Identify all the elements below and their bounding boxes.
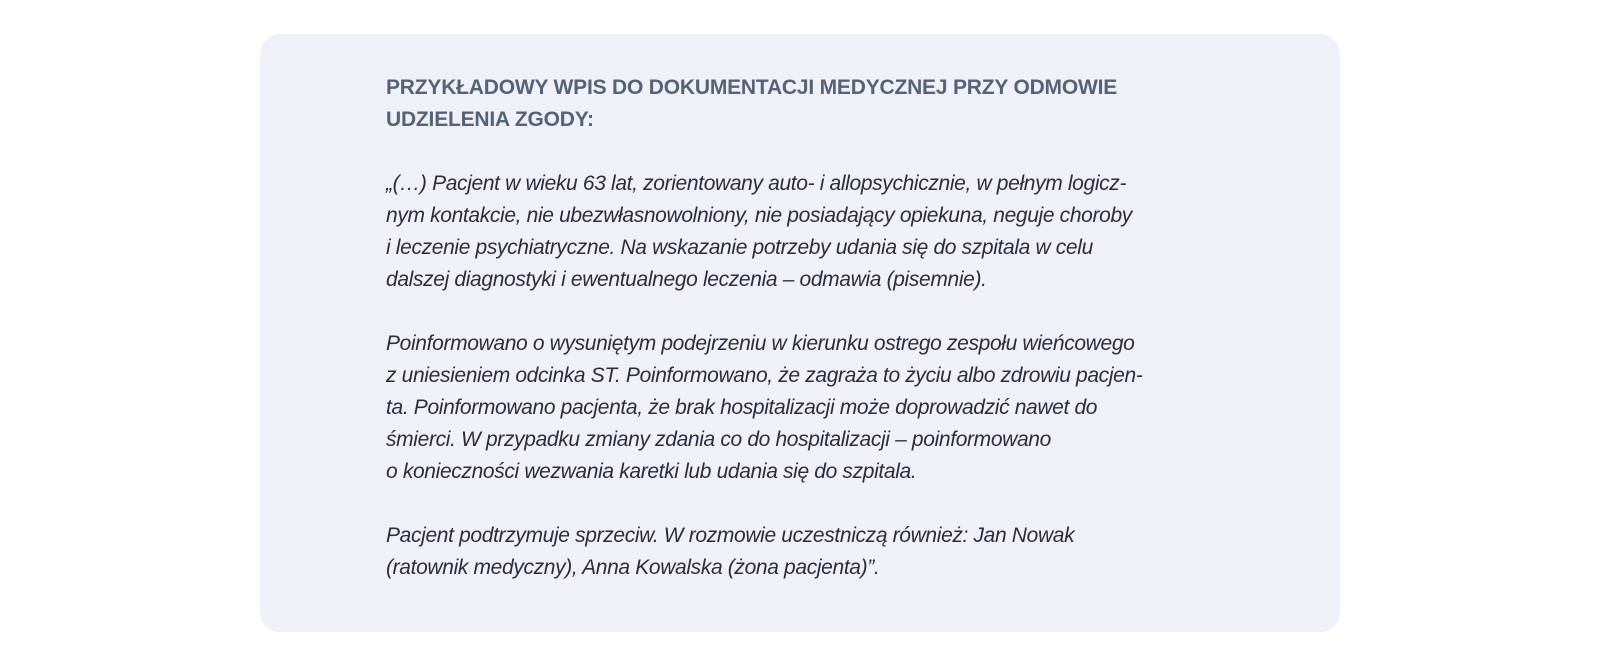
paragraph-line: dalszej diagnostyki i ewentualnego leczenia – odmawia (pisemnie). bbox=[386, 268, 987, 291]
heading-line: UDZIELENIA ZGODY: bbox=[386, 108, 594, 131]
paragraph-line: śmierci. W przypadku zmiany zdania co do hospitalizacji – poinformowano bbox=[386, 428, 1051, 451]
medical-record-note-box bbox=[260, 34, 1340, 632]
paragraph-line: z uniesieniem odcinka ST. Poinformowano, że zagraża to życiu albo zdrowiu pacjen- bbox=[386, 364, 1143, 387]
paragraph-line: nym kontakcie, nie ubezwłasnowolniony, nie posiadający opiekuna, neguje choroby bbox=[386, 204, 1132, 227]
paragraph-line: o konieczności wezwania karetki lub udania się do szpitala. bbox=[386, 460, 917, 483]
paragraph-line: (ratownik medyczny), Anna Kowalska (żona pacjenta)”. bbox=[386, 556, 880, 579]
paragraph-line: „(…) Pacjent w wieku 63 lat, zorientowany auto- i allopsychicznie, w pełnym logicz- bbox=[386, 172, 1127, 195]
note-paragraph-witnesses bbox=[386, 520, 1214, 584]
paragraph-line: Poinformowano o wysuniętym podejrzeniu w kierunku ostrego zespołu wieńcowego bbox=[386, 332, 1135, 355]
note-heading bbox=[386, 72, 1214, 136]
paragraph-line: ta. Poinformowano pacjenta, że brak hospitalizacji może doprowadzić nawet do bbox=[386, 396, 1098, 419]
heading-line: PRZYKŁADOWY WPIS DO DOKUMENTACJI MEDYCZNEJ PRZY ODMOWIE bbox=[386, 76, 1118, 99]
note-paragraph-information-given bbox=[386, 328, 1214, 488]
paragraph-line: Pacjent podtrzymuje sprzeciw. W rozmowie uczestniczą również: Jan Nowak bbox=[386, 524, 1075, 547]
paragraph-line: i leczenie psychiatryczne. Na wskazanie potrzeby udania się do szpitala w celu bbox=[386, 236, 1093, 259]
note-paragraph-patient-status bbox=[386, 168, 1214, 296]
